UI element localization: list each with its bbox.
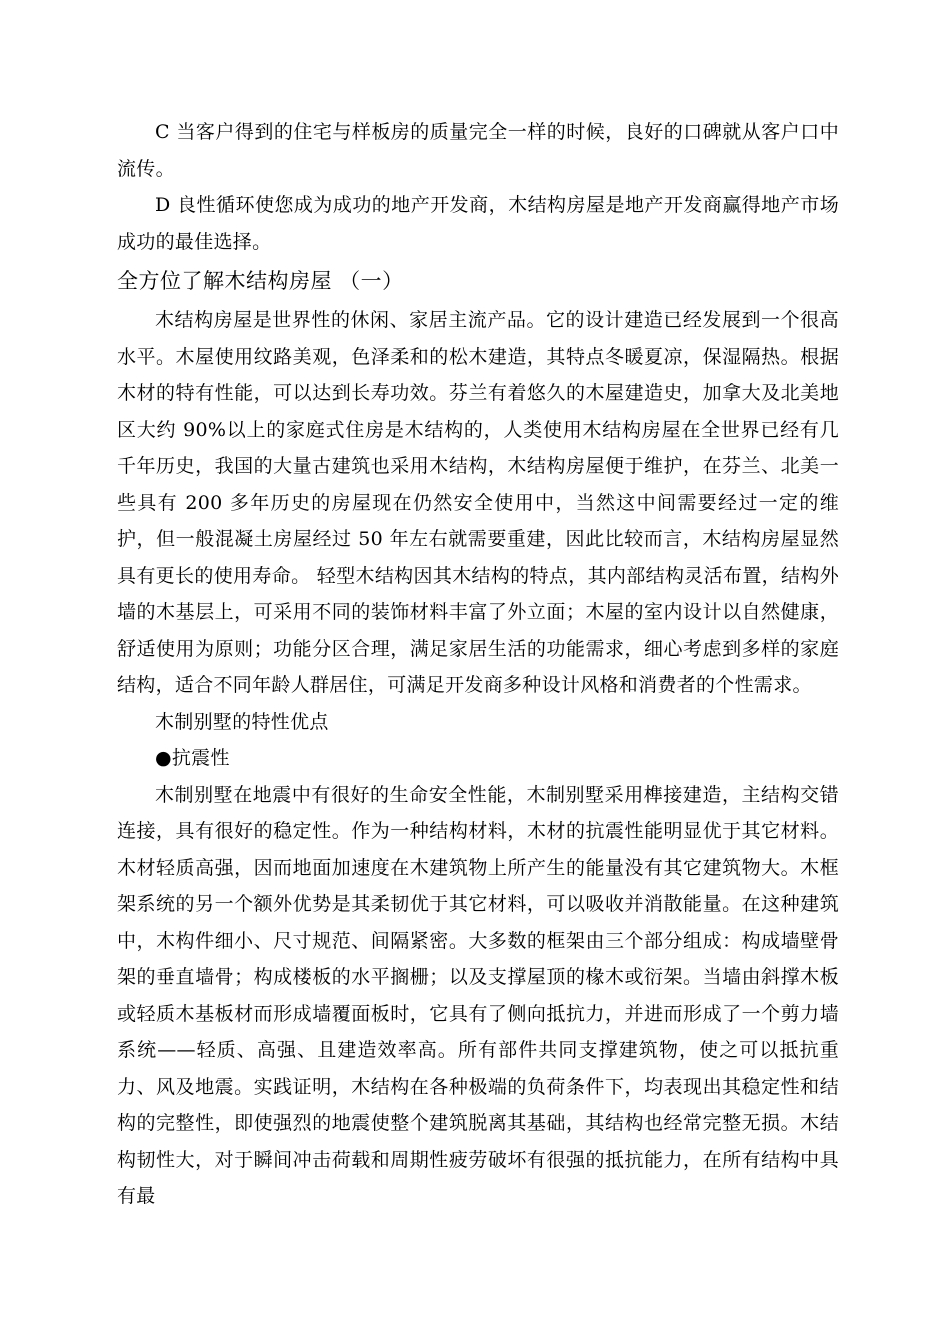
seismic-paragraph: 木制别墅在地震中有很好的生命安全性能，木制别墅采用榫接建造，主结构交错连接，具有很好的稳定性。作为一种结构材料，木材的抗震性能明显优于其它材料。木材轻质高强，因而地面加速度在木建筑物上所产生的能量没有其它建筑物大。木框架系统的另一个额外优势是其柔韧优于其它材料，可以吸收并消散能量。在这种建筑中，木构件细小、尺寸规范、间隔紧密。大多数的框架由三个部分组成：构成墙壁骨架的垂直墙骨；构成楼板的水平搁栅；以及支撑屋顶的椽木或衍架。当墙由斜撑木板或轻质木基板材而形成墙覆面板时，它具有了侧向抵抗力，并进而形成了一个剪力墙系统——轻质、高强、且建造效率高。所有部件共同支撑建筑物，使之可以抵抗重力、风及地震。实践证明，木结构在各种极端的负荷条件下，均表现出其稳定性和结构的完整性，即使强烈的地震使整个建筑脱离其基础，其结构也经常完整无损。木结构韧性大，对于瞬间冲击荷载和周期性疲劳破坏有很强的抵抗能力，在所有结构中具有最 [117, 783, 839, 1207]
paragraph-option-d: D 良性循环使您成为成功的地产开发商，木结构房屋是地产开发商赢得地产市场成功的最佳选择。 [117, 194, 839, 253]
bullet-heading: ●抗震性 [155, 747, 230, 769]
document-page [117, 114, 839, 1215]
intro-paragraph: 木结构房屋是世界性的休闲、家居主流产品。它的设计建造已经发展到一个很高水平。木屋使用纹路美观，色泽柔和的松木建造，其特点冬暖夏凉，保湿隔热。根据木材的特有性能，可以达到长寿功效。芬兰有着悠久的木屋建造史，加拿大及北美地区大约 90%以上的家庭式住房是木结构的，人类使用木结构房屋在全世界已经有几千年历史，我国的大量古建筑也采用木结构，木结构房屋便于维护，在芬兰、北美一些具有 200 多年历史的房屋现在仍然安全使用中，当然这中间需要经过一定的维护，但一般混凝土房屋经过 50 年左右就需要重建，因此比较而言，木结构房屋显然具有更长的使用寿命。 轻型木结构因其木结构的特点，其内部结构灵活布置，结构外墙的木基层上，可采用不同的装饰材料丰富了外立面；木屋的室内设计以自然健康，舒适使用为原则；功能分区合理，满足家居生活的功能需求，细心考虑到多样的家庭结构，适合不同年龄人群居住，可满足开发商多种设计风格和消费者的个性需求。 [117, 309, 839, 696]
section-heading: 全方位了解木结构房屋 （一） [117, 269, 404, 293]
subheading: 木制别墅的特性优点 [155, 710, 329, 733]
paragraph-option-c: C 当客户得到的住宅与样板房的质量完全一样的时候，良好的口碑就从客户口中流传。 [117, 121, 839, 180]
